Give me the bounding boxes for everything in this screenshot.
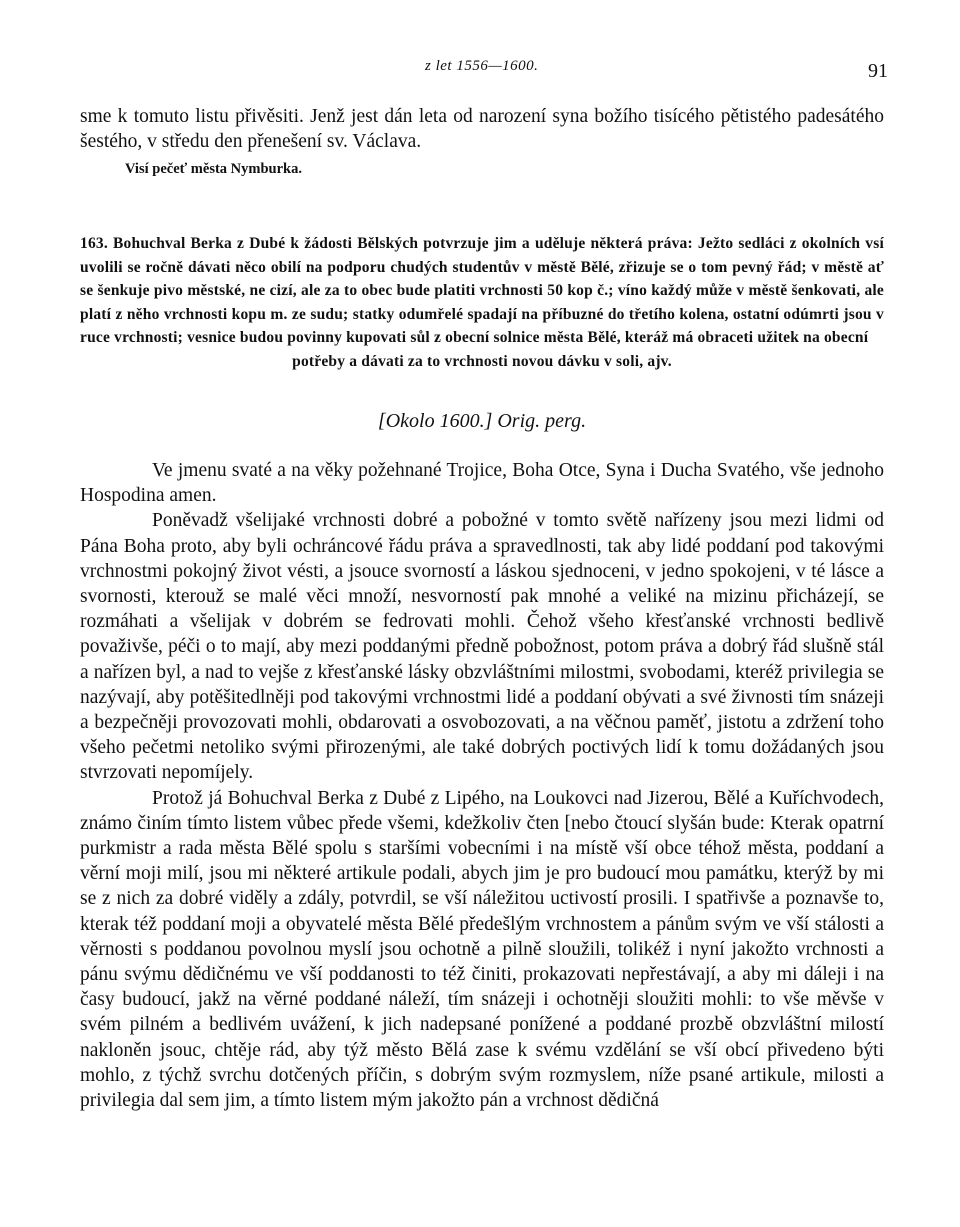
dating-block (80, 410, 884, 433)
seal-note: Visí pečeť města Nymburka. (125, 161, 302, 177)
previous-document-ending (80, 104, 884, 154)
narration-paragraph: Protož já Bohuchval Berka z Dubé z Lipého, na Loukovci nad Jizerou, Bělé a Kuříchvodech, známo činím tímto listem vůbec přede všemi, kdežkoliv čten [nebo čtoucí slyšán bude: Kterak opatrní purkmistr a rada města Bělé spolu s staršími vobecními i na místě vší obce téhož města, poddaní a věrní moji milí, jsou mi některé artikule podali, abych jim je pro budoucí mou památku, kterýž by mi se z nich za dobré viděly a zdály, potvrdil, se vší náležitou uctivostí prosili. I spatřivše a poznavše to, kterak též poddaní moji a obyvatelé města Bělé předešlým vrchnostem a pánům svým ve vší stálosti a věrnosti s poddanou povolnou myslí jsou ochotně a pilně sloužili, tolikéž i nyní jakožto vrchnosti a pánu svýmu dědičnému ve vší poddanosti to též činiti, prokazovati nepřestávají, a aby mi dáleji i na časy budoucí, jakž na věrné poddané náleží, tím snázeji i ochotněji sloužiti mohli: to vše měvše v svém pilném a bedlivém uvážení, k jich nadepsané ponížené a poddané prozbě obzvláštní milostí nakloněn jsouc, chtěje rád, aby týž město Bělá zase k svému vzdělání se vší obcí přivedeno býti mohlo, z týchž svrchu dotčených příčin, s dobrým svým rozmyslem, níže psané artikule, milosti a privilegia dal sem jim, a tímto listem mým jakožto pán a vrchnost dědičná (80, 787, 884, 1112)
arenga-paragraph: Poněvadž všelijaké vrchnosti dobré a pobožné v tomto světě nařízeny jsou mezi lidmi od Pána Boha proto, aby byli ochráncové řádu práva a spravedlnosti, tak aby lidé poddaní pod takovými vrchnostmi pokojný život vésti, a jsouce svorností a láskou sjednoceni, v jedno spokojeni, v té lásce a svornosti, kterouž se malé věci množí, nesvorností pak mnohé a veliké na mizinu přicházejí, se rozmáhati a všelijak v dobrém se fedrovati mohli. Čehož všeho křesťanské vrchnosti bedlivě považivše, péči o to mají, aby mezi poddanými předně pobožnost, potom práva a dobrý řád slušně stál a nařízen byl, a nad to vejše z křesťanské lásky obzvláštními milostmi, svobodami, kteréž privilegia se nazývají, aby potěšitedlněji pod takovými vrchnostmi lidé a poddaní obývati a své živnosti tím snázeji a bezpečněji provozovati mohli, obdarovati a osvobozovati, a na věčnou paměť, jistotu a zdržení toho všeho pečetmi netoliko svými přirozenými, ale také dobrých poctivých lidí k tomu dožádaných jsou stvrzovati nepomíjely. (80, 510, 884, 784)
document-number: 163. (80, 235, 108, 252)
regest-last-line: potřeby a dávati za to vrchnosti novou dávku v soli, ajv. (292, 352, 672, 370)
seal-note-block (80, 161, 884, 178)
regest (80, 232, 884, 350)
running-title: z let 1556—1600. (425, 58, 539, 74)
regest-text: Bohuchval Berka z Dubé k žádosti Bělských potvrzuje jim a uděluje některá práva: Ježto sedláci z okolních vsí uvolili se ročně dávati něco obilí na podporu chudých studentův v městě Bělé, zřizuje se o tom pevný řád; v městě ať se šenkuje pivo městské, ne cizí, ale za to obec bude platiti vrchnosti 50 kop č.; víno každý může v městě šenkovati, ale platí z něho vrchnosti kopu m. ze sudu; statky odumřelé spadají na příbuzné do třetího kolena, ostatní odúmrti jsou v ruce vrchnosti; vesnice budou povinny kupovati sůl z obecní solnice města Bělé, kteráž má obraceti užitek na obecní (80, 235, 884, 346)
invocation-paragraph: Ve jmenu svaté a na věky požehnané Trojice, Boha Otce, Syna i Ducha Svatého, vše jednoho Hospodina amen. (80, 460, 884, 507)
document-dating: [Okolo 1600.] Orig. perg. (377, 410, 587, 432)
regest-block (80, 232, 884, 373)
document-body (80, 458, 884, 1113)
page-number: 91 (868, 60, 888, 82)
running-head (0, 58, 960, 82)
previous-document-text: sme k tomuto listu přivěsiti. Jenž jest dán leta od narození syna božího tisícého pětistého padesátého šestého, v středu den přenešení sv. Václava. (80, 106, 884, 153)
